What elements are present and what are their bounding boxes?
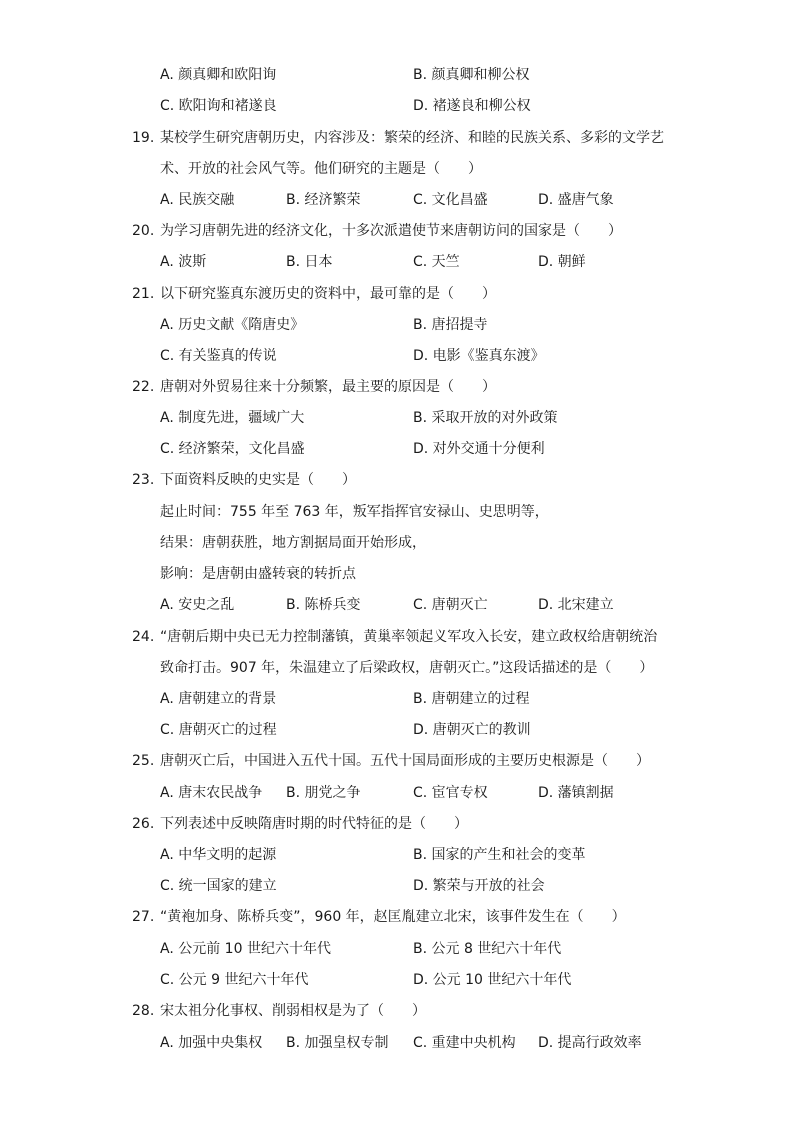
question-stem: 为学习唐朝先进的经济文化，十多次派遣使节来唐朝访问的国家是（ ） [160, 223, 622, 239]
question-stem: 术、开放的社会风气等。他们研究的主题是（ ） [160, 161, 482, 177]
question-stem: “黄袍加身、陈桥兵变”，960 年，赵匡胤建立北宋，该事件发生在（ ） [160, 909, 626, 925]
q27-option-b: B. 公元 8 世纪六十年代 [413, 941, 562, 957]
q23-option-a: A. 安史之乱 [160, 597, 235, 613]
q19-option-c: C. 文化昌盛 [413, 192, 488, 208]
question-stem: 某校学生研究唐朝历史，内容涉及：繁荣的经济、和睦的民族关系、多彩的文学艺 [160, 130, 664, 146]
question-number: 24. [132, 629, 155, 645]
q19-option-d: D. 盛唐气象 [538, 192, 614, 208]
question-number: 21. [132, 286, 155, 302]
question-number: 28. [132, 1003, 155, 1019]
question-stem: 下列表述中反映隋唐时期的时代特征的是（ ） [160, 816, 468, 832]
q21-option-b: B. 唐招提寺 [413, 317, 488, 333]
question-stem: 致命打击。907 年，朱温建立了后梁政权，唐朝灭亡。”这段话描述的是（ ） [160, 660, 654, 676]
q25-option-a: A. 唐末农民战争 [160, 785, 263, 801]
q28-option-a: A. 加强中央集权 [160, 1035, 263, 1051]
question-stem: 宋太祖分化事权、削弱相权是为了（ ） [160, 1003, 426, 1019]
q27-option-d: D. 公元 10 世纪六十年代 [413, 972, 572, 988]
q24-option-c: C. 唐朝灭亡的过程 [160, 722, 277, 738]
q20-option-a: A. 波斯 [160, 254, 207, 270]
question-number: 22. [132, 379, 155, 395]
q22-option-d: D. 对外交通十分便利 [413, 441, 545, 457]
question-number: 23. [132, 472, 155, 488]
q18-option-c: C. 欧阳询和褚遂良 [160, 98, 277, 114]
q25-option-d: D. 藩镇割据 [538, 785, 614, 801]
q19-option-b: B. 经济繁荣 [286, 192, 361, 208]
q25-option-c: C. 宦官专权 [413, 785, 488, 801]
q27-option-c: C. 公元 9 世纪六十年代 [160, 972, 309, 988]
q23-option-b: B. 陈桥兵变 [286, 597, 361, 613]
q28-option-b: B. 加强皇权专制 [286, 1035, 389, 1051]
q26-option-a: A. 中华文明的起源 [160, 847, 277, 863]
question-number: 25. [132, 753, 155, 769]
q23-option-d: D. 北宋建立 [538, 597, 614, 613]
material-text: 影响：是唐朝由盛转衰的转折点 [160, 566, 356, 582]
q26-option-c: C. 统一国家的建立 [160, 878, 277, 894]
q20-option-d: D. 朝鲜 [538, 254, 586, 270]
q21-option-a: A. 历史文献《隋唐史》 [160, 317, 305, 333]
q24-option-d: D. 唐朝灭亡的教训 [413, 722, 531, 738]
q22-option-b: B. 采取开放的对外政策 [413, 410, 558, 426]
q25-option-b: B. 朋党之争 [286, 785, 361, 801]
question-number: 20. [132, 223, 155, 239]
q24-option-a: A. 唐朝建立的背景 [160, 691, 277, 707]
q28-option-d: D. 提高行政效率 [538, 1035, 642, 1051]
q23-option-c: C. 唐朝灭亡 [413, 597, 488, 613]
q26-option-b: B. 国家的产生和社会的变革 [413, 847, 586, 863]
question-stem: 下面资料反映的史实是（ ） [160, 472, 356, 488]
question-number: 26. [132, 816, 155, 832]
question-stem: “唐朝后期中央已无力控制藩镇，黄巢率领起义军攻入长安，建立政权给唐朝统治 [160, 629, 658, 645]
question-number: 19. [132, 130, 155, 146]
question-number: 27. [132, 909, 155, 925]
q20-option-b: B. 日本 [286, 254, 333, 270]
q18-option-b: B. 颜真卿和柳公权 [413, 67, 530, 83]
q19-option-a: A. 民族交融 [160, 192, 235, 208]
q21-option-c: C. 有关鉴真的传说 [160, 348, 277, 364]
q24-option-b: B. 唐朝建立的过程 [413, 691, 530, 707]
q27-option-a: A. 公元前 10 世纪六十年代 [160, 941, 331, 957]
q22-option-a: A. 制度先进，疆域广大 [160, 410, 305, 426]
question-stem: 以下研究鉴真东渡历史的资料中，最可靠的是（ ） [160, 286, 496, 302]
q28-option-c: C. 重建中央机构 [413, 1035, 516, 1051]
q18-option-a: A. 颜真卿和欧阳询 [160, 67, 277, 83]
q20-option-c: C. 天竺 [413, 254, 460, 270]
q26-option-d: D. 繁荣与开放的社会 [413, 878, 545, 894]
material-text: 起止时间：755 年至 763 年，叛军指挥官安禄山、史思明等， [160, 504, 549, 520]
material-text: 结果：唐朝获胜，地方割据局面开始形成， [160, 535, 426, 551]
q21-option-d: D. 电影《鉴真东渡》 [413, 348, 545, 364]
q18-option-d: D. 褚遂良和柳公权 [413, 98, 531, 114]
question-stem: 唐朝灭亡后，中国进入五代十国。五代十国局面形成的主要历史根源是（ ） [160, 753, 650, 769]
q22-option-c: C. 经济繁荣，文化昌盛 [160, 441, 305, 457]
question-stem: 唐朝对外贸易往来十分频繁，最主要的原因是（ ） [160, 379, 496, 395]
